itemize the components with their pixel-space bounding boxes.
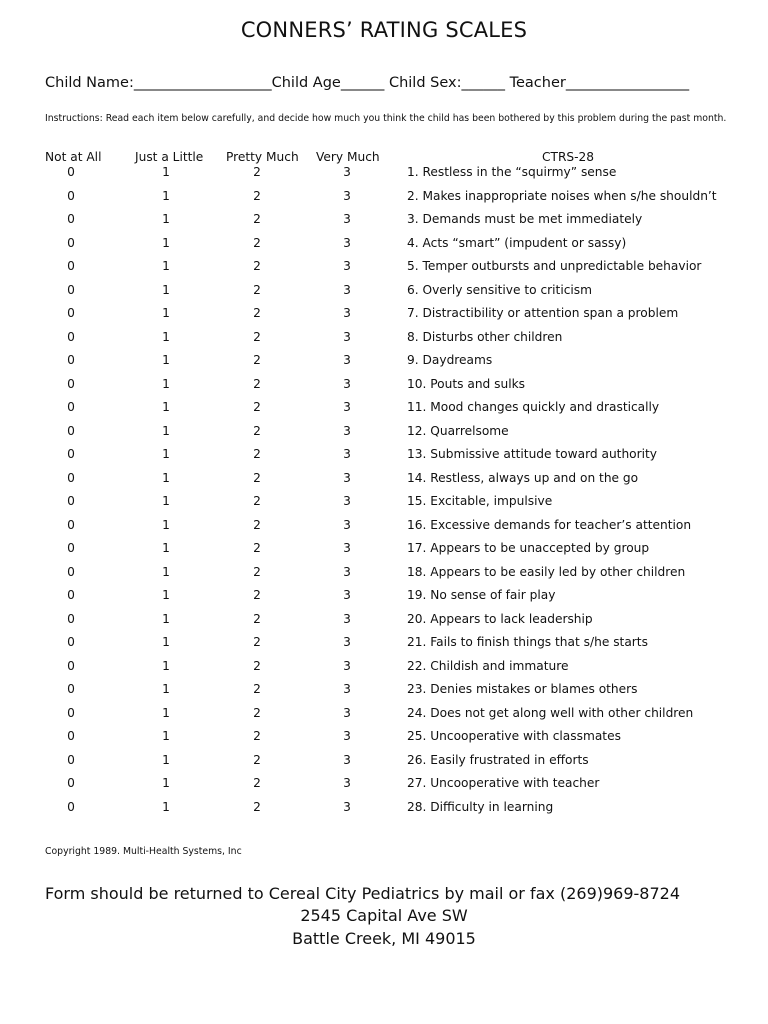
score-option[interactable]: 0 <box>67 729 75 743</box>
score-option[interactable]: 0 <box>67 235 75 250</box>
item-text: 6. Overly sensitive to criticism <box>407 282 593 297</box>
rating-item-row <box>0 632 768 656</box>
item-text: 1. Restless in the “squirmy” sense <box>407 165 617 179</box>
item-text: 21. Fails to finish things that s/he starts <box>407 635 648 649</box>
child-sex-field: Child Sex:______ <box>388 75 505 91</box>
score-option[interactable]: 1 <box>162 517 170 532</box>
score-option[interactable]: 1 <box>162 353 170 367</box>
score-option[interactable]: 3 <box>343 541 351 555</box>
rating-item-row <box>0 750 768 774</box>
header-pretty-much: Pretty Much <box>226 150 299 164</box>
score-option[interactable]: 3 <box>343 682 351 696</box>
score-option[interactable]: 2 <box>253 282 261 297</box>
score-option[interactable]: 1 <box>162 799 170 814</box>
score-option[interactable]: 1 <box>162 564 170 579</box>
score-option[interactable]: 1 <box>162 682 170 696</box>
score-option[interactable]: 3 <box>343 611 351 626</box>
instructions: Instructions: Read each item below carefully, and decide how much you think the child has been bothered by this problem during the past month. <box>45 113 727 124</box>
rating-item-row <box>0 233 768 257</box>
item-text: 23. Denies mistakes or blames others <box>407 682 638 696</box>
item-text: 20. Appears to lack leadership <box>407 611 593 626</box>
item-text: 13. Submissive attitude toward authority <box>407 447 658 461</box>
form-title: CONNERS’ RATING SCALES <box>240 18 528 42</box>
score-option[interactable]: 0 <box>67 400 75 414</box>
item-text: 3. Demands must be met immediately <box>407 212 643 226</box>
score-option[interactable]: 3 <box>343 212 351 226</box>
rating-item-row <box>0 186 768 210</box>
score-option[interactable]: 1 <box>162 400 170 414</box>
item-text: 10. Pouts and sulks <box>407 376 526 391</box>
score-option[interactable]: 3 <box>343 705 351 720</box>
score-option[interactable]: 0 <box>67 494 75 508</box>
rating-item-row <box>0 280 768 304</box>
score-option[interactable]: 2 <box>253 682 261 696</box>
score-option[interactable]: 2 <box>253 705 261 720</box>
score-option[interactable]: 1 <box>162 447 170 461</box>
score-option[interactable]: 3 <box>343 494 351 508</box>
score-option[interactable]: 2 <box>253 635 261 649</box>
rating-item-row <box>0 773 768 797</box>
score-option[interactable]: 3 <box>343 752 351 767</box>
teacher-field: Teacher_________________ <box>509 75 690 91</box>
item-text: 17. Appears to be unaccepted by group <box>407 541 650 555</box>
item-text: 28. Difficulty in learning <box>407 799 554 814</box>
item-text: 18. Appears to be easily led by other children <box>407 564 686 579</box>
score-option[interactable]: 0 <box>67 212 75 226</box>
score-option[interactable]: 1 <box>162 259 170 273</box>
score-option[interactable]: 1 <box>162 306 170 320</box>
score-option[interactable]: 1 <box>162 705 170 720</box>
item-text: 8. Disturbs other children <box>407 329 563 344</box>
address-line-2: Battle Creek, MI 49015 <box>292 929 476 948</box>
item-text: 14. Restless, always up and on the go <box>407 470 639 485</box>
score-option[interactable]: 3 <box>343 635 351 649</box>
score-option[interactable]: 0 <box>67 306 75 320</box>
rating-item-row <box>0 538 768 562</box>
rating-item-row <box>0 609 768 633</box>
rating-item-row <box>0 397 768 421</box>
rating-item-row <box>0 374 768 398</box>
rating-item-row <box>0 726 768 750</box>
score-option[interactable]: 0 <box>67 705 75 720</box>
item-text: 12. Quarrelsome <box>407 423 509 438</box>
rating-item-row <box>0 327 768 351</box>
score-option[interactable]: 1 <box>162 541 170 555</box>
score-option[interactable]: 2 <box>253 306 261 320</box>
score-option[interactable]: 0 <box>67 376 75 391</box>
score-option[interactable]: 3 <box>343 259 351 273</box>
score-option[interactable]: 0 <box>67 353 75 367</box>
score-option[interactable]: 2 <box>253 329 261 344</box>
score-option[interactable]: 0 <box>67 470 75 485</box>
rating-item-row <box>0 562 768 586</box>
item-text: 22. Childish and immature <box>407 658 569 673</box>
score-option[interactable]: 0 <box>67 588 75 602</box>
score-option[interactable]: 1 <box>162 470 170 485</box>
score-option[interactable]: 1 <box>162 588 170 602</box>
score-option[interactable]: 1 <box>162 423 170 438</box>
score-option[interactable]: 1 <box>162 635 170 649</box>
score-option[interactable]: 3 <box>343 470 351 485</box>
header-very-much: Very Much <box>316 150 380 164</box>
score-option[interactable]: 3 <box>343 423 351 438</box>
address-line-1: 2545 Capital Ave SW <box>300 906 468 925</box>
score-option[interactable]: 2 <box>253 353 261 367</box>
rating-item-row <box>0 209 768 233</box>
score-option[interactable]: 3 <box>343 306 351 320</box>
rating-item-row <box>0 679 768 703</box>
score-option[interactable]: 3 <box>343 376 351 391</box>
score-option[interactable]: 0 <box>67 752 75 767</box>
score-option[interactable]: 1 <box>162 235 170 250</box>
score-option[interactable]: 2 <box>253 517 261 532</box>
score-option[interactable]: 2 <box>253 541 261 555</box>
score-option[interactable]: 2 <box>253 259 261 273</box>
score-option[interactable]: 1 <box>162 212 170 226</box>
item-text: 15. Excitable, impulsive <box>407 494 553 508</box>
header-scale-name: CTRS-28 <box>542 150 595 164</box>
child-name-field: Child Name:___________________ <box>45 75 272 91</box>
score-option[interactable]: 0 <box>67 682 75 696</box>
rating-item-row <box>0 303 768 327</box>
rating-item-row <box>0 421 768 445</box>
score-option[interactable]: 2 <box>253 752 261 767</box>
score-option[interactable]: 2 <box>253 611 261 626</box>
score-option[interactable]: 2 <box>253 447 261 461</box>
score-option[interactable]: 2 <box>253 188 261 203</box>
score-option[interactable]: 3 <box>343 517 351 532</box>
score-option[interactable]: 2 <box>253 776 261 790</box>
score-option[interactable]: 1 <box>162 752 170 767</box>
rating-item-row <box>0 468 768 492</box>
score-option[interactable]: 0 <box>67 658 75 673</box>
item-text: 19. No sense of fair play <box>407 588 556 602</box>
score-option[interactable]: 3 <box>343 564 351 579</box>
score-option[interactable]: 3 <box>343 329 351 344</box>
score-option[interactable]: 1 <box>162 165 170 179</box>
score-option[interactable]: 2 <box>253 494 261 508</box>
item-text: 16. Excessive demands for teacher’s attention <box>407 517 692 532</box>
rating-item-row <box>0 515 768 539</box>
rating-item-row <box>0 585 768 609</box>
score-option[interactable]: 3 <box>343 235 351 250</box>
score-option[interactable]: 0 <box>67 635 75 649</box>
rating-item-row <box>0 350 768 374</box>
score-option[interactable]: 0 <box>67 329 75 344</box>
rating-item-row <box>0 162 768 186</box>
score-option[interactable]: 2 <box>253 165 261 179</box>
score-option[interactable]: 3 <box>343 447 351 461</box>
score-option[interactable]: 0 <box>67 776 75 790</box>
score-option[interactable]: 2 <box>253 799 261 814</box>
item-text: 25. Uncooperative with classmates <box>407 729 621 743</box>
score-option[interactable]: 0 <box>67 282 75 297</box>
rating-items-list <box>0 162 768 822</box>
score-option[interactable]: 0 <box>67 564 75 579</box>
score-option[interactable]: 2 <box>253 470 261 485</box>
item-text: 27. Uncooperative with teacher <box>407 776 600 790</box>
score-option[interactable]: 2 <box>253 564 261 579</box>
score-option[interactable]: 1 <box>162 494 170 508</box>
score-option[interactable]: 2 <box>253 235 261 250</box>
score-option[interactable]: 3 <box>343 799 351 814</box>
score-option[interactable]: 1 <box>162 611 170 626</box>
rating-item-row <box>0 703 768 727</box>
score-option[interactable]: 3 <box>343 400 351 414</box>
item-text: 2. Makes inappropriate noises when s/he shouldn’t <box>407 188 717 203</box>
item-text: 5. Temper outbursts and unpredictable behavior <box>407 259 702 273</box>
header-not-at-all: Not at All <box>45 150 102 164</box>
header-just-a-little: Just a Little <box>135 150 204 164</box>
score-option[interactable]: 3 <box>343 353 351 367</box>
score-option[interactable]: 2 <box>253 400 261 414</box>
item-text: 24. Does not get along well with other children <box>407 705 694 720</box>
score-option[interactable]: 0 <box>67 423 75 438</box>
score-option[interactable]: 0 <box>67 447 75 461</box>
rating-item-row <box>0 444 768 468</box>
score-option[interactable]: 2 <box>253 588 261 602</box>
rating-item-row <box>0 797 768 821</box>
score-option[interactable]: 2 <box>253 212 261 226</box>
return-instructions: Form should be returned to Cereal City Pediatrics by mail or fax (269)969-8724 <box>45 884 681 903</box>
score-option[interactable]: 3 <box>343 729 351 743</box>
score-option[interactable]: 1 <box>162 282 170 297</box>
score-option[interactable]: 2 <box>253 729 261 743</box>
child-info-fields <box>45 75 735 91</box>
child-age-field: Child Age______ <box>271 75 385 91</box>
item-text: 4. Acts “smart” (impudent or sassy) <box>407 235 627 250</box>
score-option[interactable]: 1 <box>162 729 170 743</box>
score-option[interactable]: 3 <box>343 282 351 297</box>
score-option[interactable]: 3 <box>343 188 351 203</box>
item-text: 26. Easily frustrated in efforts <box>407 752 589 767</box>
score-option[interactable]: 3 <box>343 165 351 179</box>
score-option[interactable]: 3 <box>343 658 351 673</box>
score-option[interactable]: 0 <box>67 799 75 814</box>
score-option[interactable]: 2 <box>253 376 261 391</box>
score-option[interactable]: 0 <box>67 188 75 203</box>
rating-item-row <box>0 491 768 515</box>
score-option[interactable]: 3 <box>343 776 351 790</box>
score-option[interactable]: 1 <box>162 188 170 203</box>
score-option[interactable]: 3 <box>343 588 351 602</box>
score-option[interactable]: 2 <box>253 423 261 438</box>
item-text: 9. Daydreams <box>407 353 493 367</box>
item-text: 7. Distractibility or attention span a problem <box>407 306 679 320</box>
item-text: 11. Mood changes quickly and drastically <box>407 400 660 414</box>
score-option[interactable]: 1 <box>162 376 170 391</box>
score-option[interactable]: 1 <box>162 776 170 790</box>
score-option[interactable]: 0 <box>67 165 75 179</box>
copyright: Copyright 1989. Multi-Health Systems, Inc <box>45 846 242 857</box>
score-option[interactable]: 0 <box>67 611 75 626</box>
score-option[interactable]: 1 <box>162 329 170 344</box>
score-option[interactable]: 0 <box>67 517 75 532</box>
score-option[interactable]: 1 <box>162 658 170 673</box>
score-option[interactable]: 0 <box>67 541 75 555</box>
score-option[interactable]: 0 <box>67 259 75 273</box>
score-option[interactable]: 2 <box>253 658 261 673</box>
rating-item-row <box>0 256 768 280</box>
rating-item-row <box>0 656 768 680</box>
